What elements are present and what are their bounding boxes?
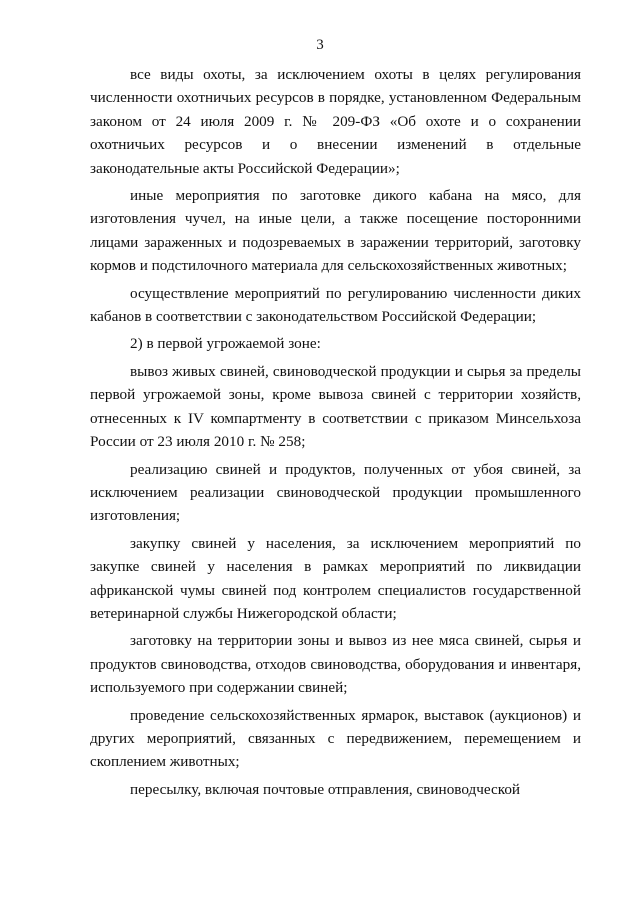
paragraph: заготовку на территории зоны и вывоз из нее мяса свиней, сырья и продуктов свиноводства, отходов свиноводства, оборудования и инвентаря, используемого при содержании свиней; (90, 632, 581, 697)
paragraph: вывоз живых свиней, свиноводческой продукции и сырья за пределы первой угрожаемой зоны, кроме вывоза свиней с территории хозяйств, отнесенных к IV компартменту в соответствии с приказом Минсельхоза России от 23 июля 2010 г. № 258; (90, 362, 581, 451)
paragraph: все виды охоты, за исключением охоты в целях регулирования численности охотничьих ресурсов в порядке, установленном Федеральным законом от 24 июля 2009 г. № 209-ФЗ «Об охоте и о сохранении охотничьих ресурсов и о внесении изменений в отдельные законодательные акты Российской Федерации»; (90, 66, 581, 177)
paragraph: осуществление мероприятий по регулированию численности диких кабанов в соответствии с законодательством Российской Федерации; (90, 284, 581, 326)
paragraph: реализацию свиней и продуктов, полученных от убоя свиней, за исключением реализации свиноводческой продукции промышленного изготовления; (90, 460, 581, 525)
document-body (90, 63, 581, 805)
paragraph: иные мероприятия по заготовке дикого кабана на мясо, для изготовления чучел, на иные цели, а также посещение посторонними лицами зараженных и подозреваемых в заражении территорий, заготовку кормов и подстилочного материала для сельскохозяйственных животных; (90, 187, 581, 275)
paragraph: 2) в первой угрожаемой зоне: (130, 335, 321, 353)
paragraph: пересылку, включая почтовые отправления, свиноводческой (130, 780, 521, 798)
paragraph: закупку свиней у населения, за исключением мероприятий по закупке свиней у населения в рамках мероприятий по ликвидации африканской чумы свиней под контролем специалистов государственной ветеринарной службы Нижегородской области; (90, 534, 581, 622)
paragraph: проведение сельскохозяйственных ярмарок, выставок (аукционов) и других мероприятий, связанных с передвижением, перемещением и скоплением животных; (90, 706, 581, 771)
page-number: 3 (316, 37, 324, 53)
